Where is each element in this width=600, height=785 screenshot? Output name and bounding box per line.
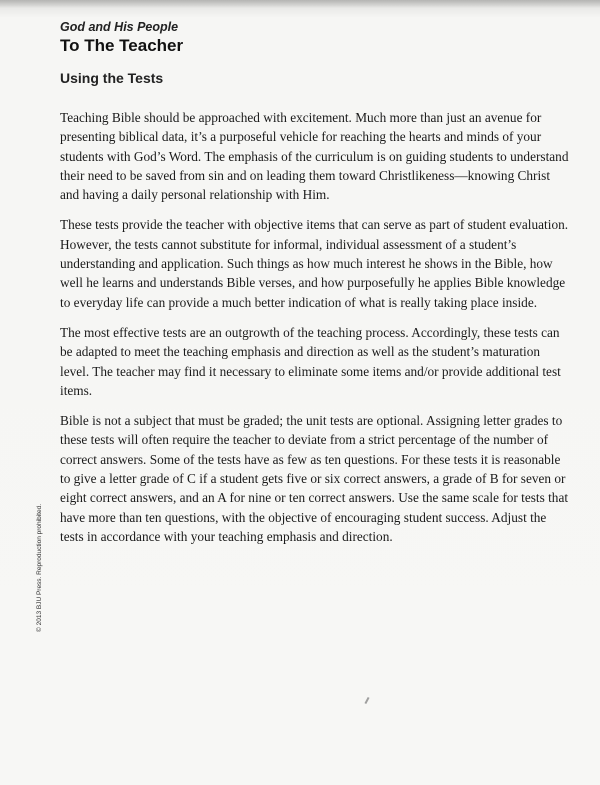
paragraph-3: The most effective tests are an outgrowth of the teaching process. Accordingly, these tests can be adapted to meet the teaching emphasis and direction as well as the student’s maturation level. The teacher may find it necessary to eliminate some items and/or provide additional test items. <box>60 324 561 398</box>
copyright-notice: © 2013 BJU Press. Reproduction prohibited. <box>36 504 43 632</box>
section-heading: Using the Tests <box>60 70 164 86</box>
page-title: To The Teacher <box>60 36 184 55</box>
paragraph-2: These tests provide the teacher with objective items that can serve as part of student evaluation. However, the tests cannot substitute for informal, individual assessment of a student’s understanding and application. Such things as how much interest he shows in the Bible, how well he learns and understands Bible verses, and how purposefully he applies Bible knowledge to everyday life can provide a much better indication of what is really taking place inside. <box>60 217 569 310</box>
paragraph-1: Teaching Bible should be approached with excitement. Much more than just an avenue for presenting biblical data, it’s a purposeful vehicle for reaching the hearts and minds of your students with God’s Word. The emphasis of the curriculum is on guiding students to understand their need to be saved from sin and on leading them toward Christlikeness—knowing Christ and having a daily personal relationship with Him. <box>60 110 569 203</box>
pencil-mark <box>364 697 369 704</box>
series-title: God and His People <box>60 20 179 34</box>
page-top-shadow <box>0 0 600 8</box>
body-text <box>60 108 570 557</box>
paragraph-4: Bible is not a subject that must be graded; the unit tests are optional. Assigning letter grades to these tests will often require the teacher to deviate from a strict percentage of the number of correct answers. Some of the tests have as few as ten questions. For these tests it is reasonable to give a letter grade of C if a student gets five or six correct answers, a grade of B for seven or eight correct answers, and an A for nine or ten correct answers. Use the same scale for tests that have more than ten questions, with the objective of encouraging student success. Adjust the tests in accordance with your teaching emphasis and direction. <box>60 413 569 544</box>
